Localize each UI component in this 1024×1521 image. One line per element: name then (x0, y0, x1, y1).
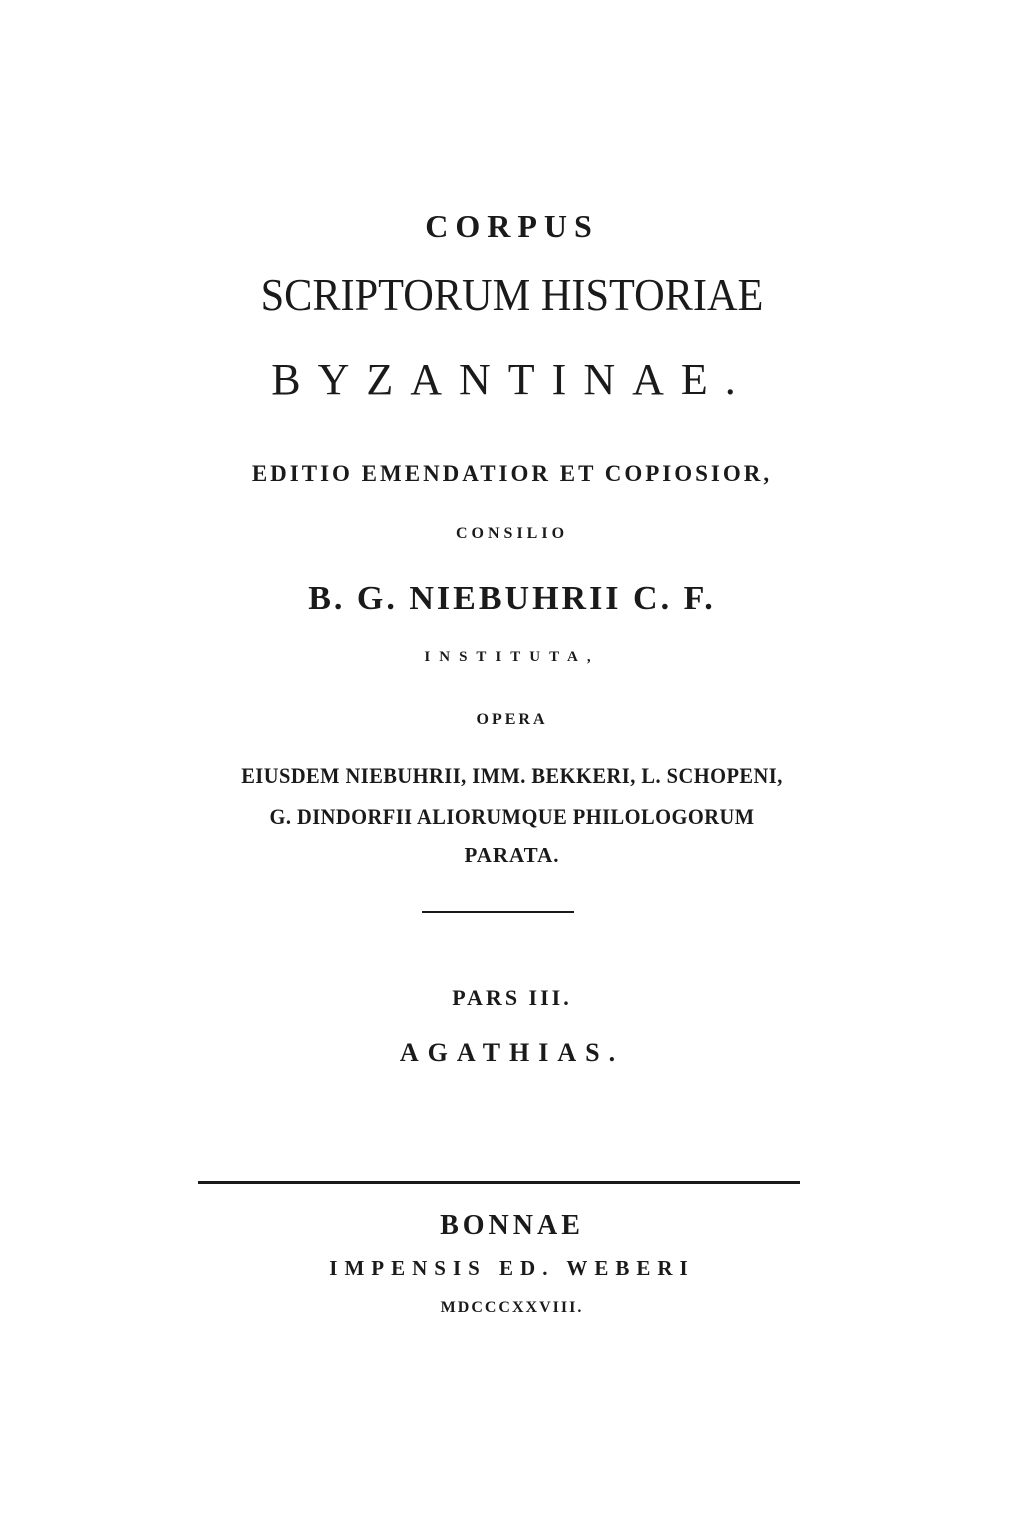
editors-line-3: PARATA. (464, 843, 560, 867)
long-divider-rule (198, 1181, 800, 1184)
volume-part: PARS III. (452, 985, 572, 1010)
series-word-corpus: CORPUS (425, 208, 599, 244)
editors-line-1: EIUSDEM NIEBUHRII, IMM. BEKKERI, L. SCHOPENI, (241, 763, 783, 788)
series-title-line: SCRIPTORUM HISTORIAE (260, 269, 764, 320)
instituta-line: INSTITUTA, (424, 649, 600, 665)
short-divider-rule (422, 911, 574, 913)
volume-author: AGATHIAS. (399, 1038, 625, 1067)
imprint-year: MDCCCXXVIII. (440, 1299, 584, 1316)
editors-line-2: G. DINDORFII ALIORUMQUE PHILOLOGORUM (269, 804, 755, 829)
imprint-city: BONNAE (440, 1210, 584, 1241)
opera-line: OPERA (476, 711, 548, 728)
consilio-line: CONSILIO (455, 525, 569, 542)
founder-name: B. G. NIEBUHRII C. F. (308, 580, 716, 617)
imprint-publisher: IMPENSIS ED. WEBERI (329, 1256, 695, 1280)
edition-statement: EDITIO EMENDATIOR ET COPIOSIOR, (251, 461, 773, 486)
series-title-byzantinae: BYZANTINAE. (271, 355, 753, 404)
